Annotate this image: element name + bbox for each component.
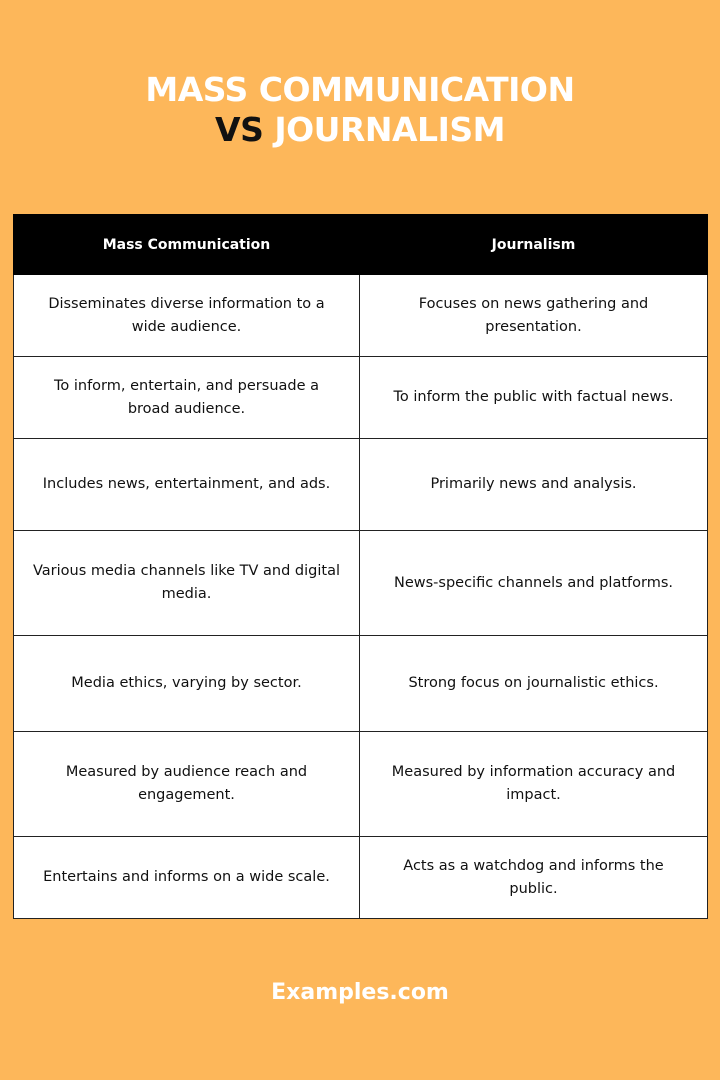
page-title (0, 70, 720, 150)
table-row (14, 531, 708, 636)
table-cell: To inform the public with factual news. (360, 357, 708, 439)
table-cell: Disseminates diverse information to a wide audience. (14, 275, 360, 357)
site-footer-brand: Examples.com (271, 980, 449, 1005)
table-row (14, 732, 708, 837)
table-cell: Measured by audience reach and engagement. (14, 732, 360, 837)
table-cell: News-specific channels and platforms. (360, 531, 708, 636)
table-row (14, 636, 708, 732)
title-vs: VS (215, 110, 264, 149)
table-cell: Strong focus on journalistic ethics. (360, 636, 708, 732)
table-cell: Measured by information accuracy and impact. (360, 732, 708, 837)
table-row (14, 357, 708, 439)
title-line-2 (0, 110, 720, 150)
header-journalism: Journalism (360, 215, 708, 275)
table-row (14, 275, 708, 357)
title-journalism: JOURNALISM (274, 110, 505, 149)
table-cell: Acts as a watchdog and informs the public. (360, 837, 708, 919)
table-cell: Primarily news and analysis. (360, 439, 708, 531)
table-cell: To inform, entertain, and persuade a broad audience. (14, 357, 360, 439)
table-header-row (14, 215, 708, 275)
table-row (14, 837, 708, 919)
table-cell: Includes news, entertainment, and ads. (14, 439, 360, 531)
table-cell: Entertains and informs on a wide scale. (14, 837, 360, 919)
header-mass-communication: Mass Communication (14, 215, 360, 275)
table-row (14, 439, 708, 531)
table-cell: Focuses on news gathering and presentation. (360, 275, 708, 357)
table-cell: Various media channels like TV and digital media. (14, 531, 360, 636)
comparison-table (13, 214, 708, 919)
table-cell: Media ethics, varying by sector. (14, 636, 360, 732)
title-line-1: MASS COMMUNICATION (145, 70, 575, 109)
